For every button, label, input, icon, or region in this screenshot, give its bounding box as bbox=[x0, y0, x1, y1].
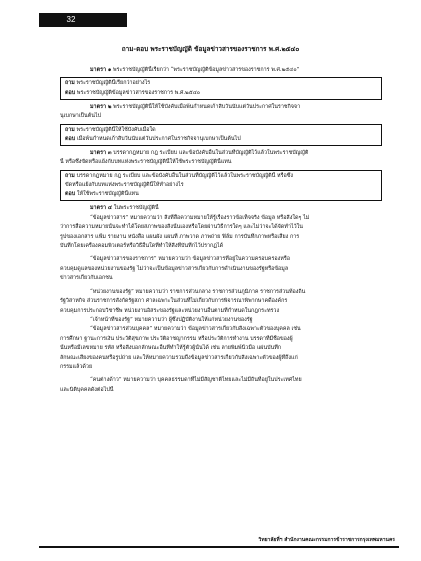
definition-line: บันทึกโดยเครื่องคอมพิวเตอร์หรือวิธีอื่นใดที่ทำให้สิ่งที่บันทึกไว้ปรากฏได้ bbox=[60, 243, 224, 250]
section-3-text: มาตรา ๓ บรรดากฎหมาย กฎ ระเบียบ และข้อบังคับอื่นในส่วนที่บัญญัติไว้แล้วในพระราชบัญญัติ bbox=[90, 150, 309, 157]
document-body bbox=[60, 66, 382, 395]
section-4-label: มาตรา ๔ bbox=[90, 205, 112, 212]
definition-line: “คนต่างด้าว” หมายความว่า บุคคลธรรมดาที่ไม่มีสัญชาติไทยและไม่มีถิ่นที่อยู่ในประเทศไทย bbox=[90, 377, 302, 384]
question-1: ถาม พระราชบัญญัตินี้เรียกว่าอย่างไร bbox=[65, 80, 151, 87]
answer-label: ตอบ bbox=[65, 135, 76, 142]
definition-line: รูปของเอกสาร แฟ้ม รายงาน หนังสือ แผนผัง แผนที่ ภาพวาด ภาพถ่าย ฟิล์ม การบันทึกภาพหรือเสียง การ bbox=[60, 233, 300, 240]
answer-2: ตอบ เมื่อพ้นกำหนดเก้าสิบวันนับแต่วันประกาศในราชกิจจานุเบกษาเป็นต้นไป bbox=[65, 135, 241, 142]
qa-box-3 bbox=[60, 170, 382, 202]
definition-line: กรรมแล้วด้วย bbox=[60, 363, 93, 370]
question-label: ถาม bbox=[65, 172, 75, 179]
question-label: ถาม bbox=[65, 80, 75, 87]
section-1-label: มาตรา ๑ bbox=[90, 67, 112, 73]
section-3-label: มาตรา ๓ bbox=[90, 150, 112, 157]
section-2-text-cont: นุเบกษาเป็นต้นไป bbox=[60, 113, 102, 120]
definition-line: นั้นหรือมีเลขหมาย รหัส หรือสิ่งบอกลักษณะอื่นที่ทำให้รู้ตัวผู้นั้นได้ เช่น ลายพิมพ์นิ้วมือ แผ่นบันทึก bbox=[60, 345, 282, 352]
qa-box-1 bbox=[60, 77, 382, 99]
definition-line: ลักษณะเสียงของคนหรือรูปถ่าย และให้หมายความรวมถึงข้อมูลข่าวสารเกี่ยวกับสิ่งเฉพาะตัวของผู้ที่ถึงแก่ bbox=[60, 354, 298, 361]
definition-line: “ข้อมูลข่าวสารของราชการ” หมายความว่า ข้อมูลข่าวสารที่อยู่ในความครอบครองหรือ bbox=[90, 256, 290, 263]
answer-label: ตอบ bbox=[65, 89, 76, 96]
definition-line: ควบคุมดูแลของหน่วยงานของรัฐ ไม่ว่าจะเป็นข้อมูลข่าวสารเกี่ยวกับการดำเนินงานของรัฐหรือข้อมูล bbox=[60, 265, 289, 272]
question-3-cont: ขัดหรือแย้งกับบทแห่งพระราชบัญญัตินี้ให้ทำอย่างไร bbox=[65, 182, 184, 189]
definition-line: ข่าวสารเกี่ยวกับเอกชน bbox=[60, 275, 113, 282]
definition-line: และนิติบุคคลดังต่อไปนี้ bbox=[60, 386, 114, 393]
section-2-text: มาตรา ๒ พระราชบัญญัตินี้ให้ใช้บังคับเมื่อพ้นกำหนดเก้าสิบวันนับแต่วันประกาศในราชกิจจา bbox=[90, 103, 301, 110]
question-label: ถาม bbox=[65, 126, 75, 133]
definition-line: ควบคุมการประกอบวิชาชีพ หน่วยงานอิสระของรัฐและหน่วยงานอื่นตามที่กำหนดในกฎกระทรวง bbox=[60, 307, 280, 314]
definition-line: “หน่วยงานของรัฐ” หมายความว่า ราชการส่วนกลาง ราชการส่วนภูมิภาค ราชการส่วนท้องถิ่น bbox=[90, 288, 306, 295]
page-number-bar bbox=[39, 13, 127, 27]
definition-line: “ข้อมูลข่าวสาร” หมายความว่า สิ่งที่สื่อความหมายให้รู้เรื่องราวข้อเท็จจริง ข้อมูล หรือสิ่งใดๆ ไม่ bbox=[90, 214, 310, 221]
section-1-text: มาตรา ๑ พระราชบัญญัตินี้เรียกว่า “พระราชบัญญัติข้อมูลข่าวสารของราชการ พ.ศ.๒๕๔๐” bbox=[90, 67, 300, 73]
section-2-label: มาตรา ๒ bbox=[90, 103, 112, 110]
definition-line: “เจ้าหน้าที่ของรัฐ” หมายความว่า ผู้ซึ่งปฏิบัติงานให้แก่หน่วยงานของรัฐ bbox=[90, 316, 253, 323]
definition-line: รัฐวิสาหกิจ ส่วนราชการสังกัดรัฐสภา ศาลเฉพาะในส่วนที่ไม่เกี่ยวกับการพิจารณาพิพากษาคดีองค์กร bbox=[60, 298, 288, 305]
section-3-text-cont: นี้ หรือซึ่งขัดหรือแย้งกับบทแห่งพระราชบัญญัตินี้ให้ใช้พระราชบัญญัตินี้แทน bbox=[60, 159, 232, 166]
question-2: ถาม พระราชบัญญัตินี้ให้ใช้บังคับเมื่อใด bbox=[65, 126, 156, 133]
page-number: 32 bbox=[66, 15, 76, 24]
footer-rule bbox=[39, 546, 399, 548]
definition-line: “ข้อมูลข่าวสารส่วนบุคคล” หมายความว่า ข้อมูลข่าวสารเกี่ยวกับสิ่งเฉพาะตัวของบุคคล เช่น bbox=[90, 326, 301, 333]
section-4-text: มาตรา ๔ ในพระราชบัญญัตินี้ bbox=[90, 205, 159, 212]
question-3: ถาม บรรดากฎหมาย กฎ ระเบียบ และข้อบังคับอื่นในส่วนที่บัญญัติไว้แล้วในพระราชบัญญัตินี้ หรือซึ่ง bbox=[65, 172, 294, 179]
page-title: ถาม-ตอบ พระราชบัญญัติ ข้อมูลข่าวสารของราชการ พ.ศ.๒๕๔๐ bbox=[121, 45, 300, 53]
page-footer bbox=[0, 534, 421, 550]
answer-1: ตอบ พระราชบัญญัติข้อมูลข่าวสารของราชการ พ.ศ.๒๕๔๐ bbox=[65, 89, 201, 96]
definition-line: ว่าการสื่อความหมายนั้นจะทำได้โดยสภาพของสิ่งนั้นเองหรือโดยผ่านวิธีการใดๆ และไม่ว่าจะได้จัดทำไว้ใน bbox=[60, 224, 303, 231]
footer-text: วิทยาลัยที่ฯ สำนักงานคณะกรรมการข้าราชการกรุงเทพมหานคร bbox=[258, 537, 395, 543]
answer-label: ตอบ bbox=[65, 191, 76, 198]
qa-box-2 bbox=[60, 124, 382, 146]
answer-3: ตอบ ให้ใช้พระราชบัญญัตินี้แทน bbox=[65, 191, 139, 198]
definition-line: การศึกษา ฐานะการเงิน ประวัติสุขภาพ ประวัติอาชญากรรม หรือประวัติการทำงาน บรรดาที่มีชื่อของผู้ bbox=[60, 335, 293, 342]
